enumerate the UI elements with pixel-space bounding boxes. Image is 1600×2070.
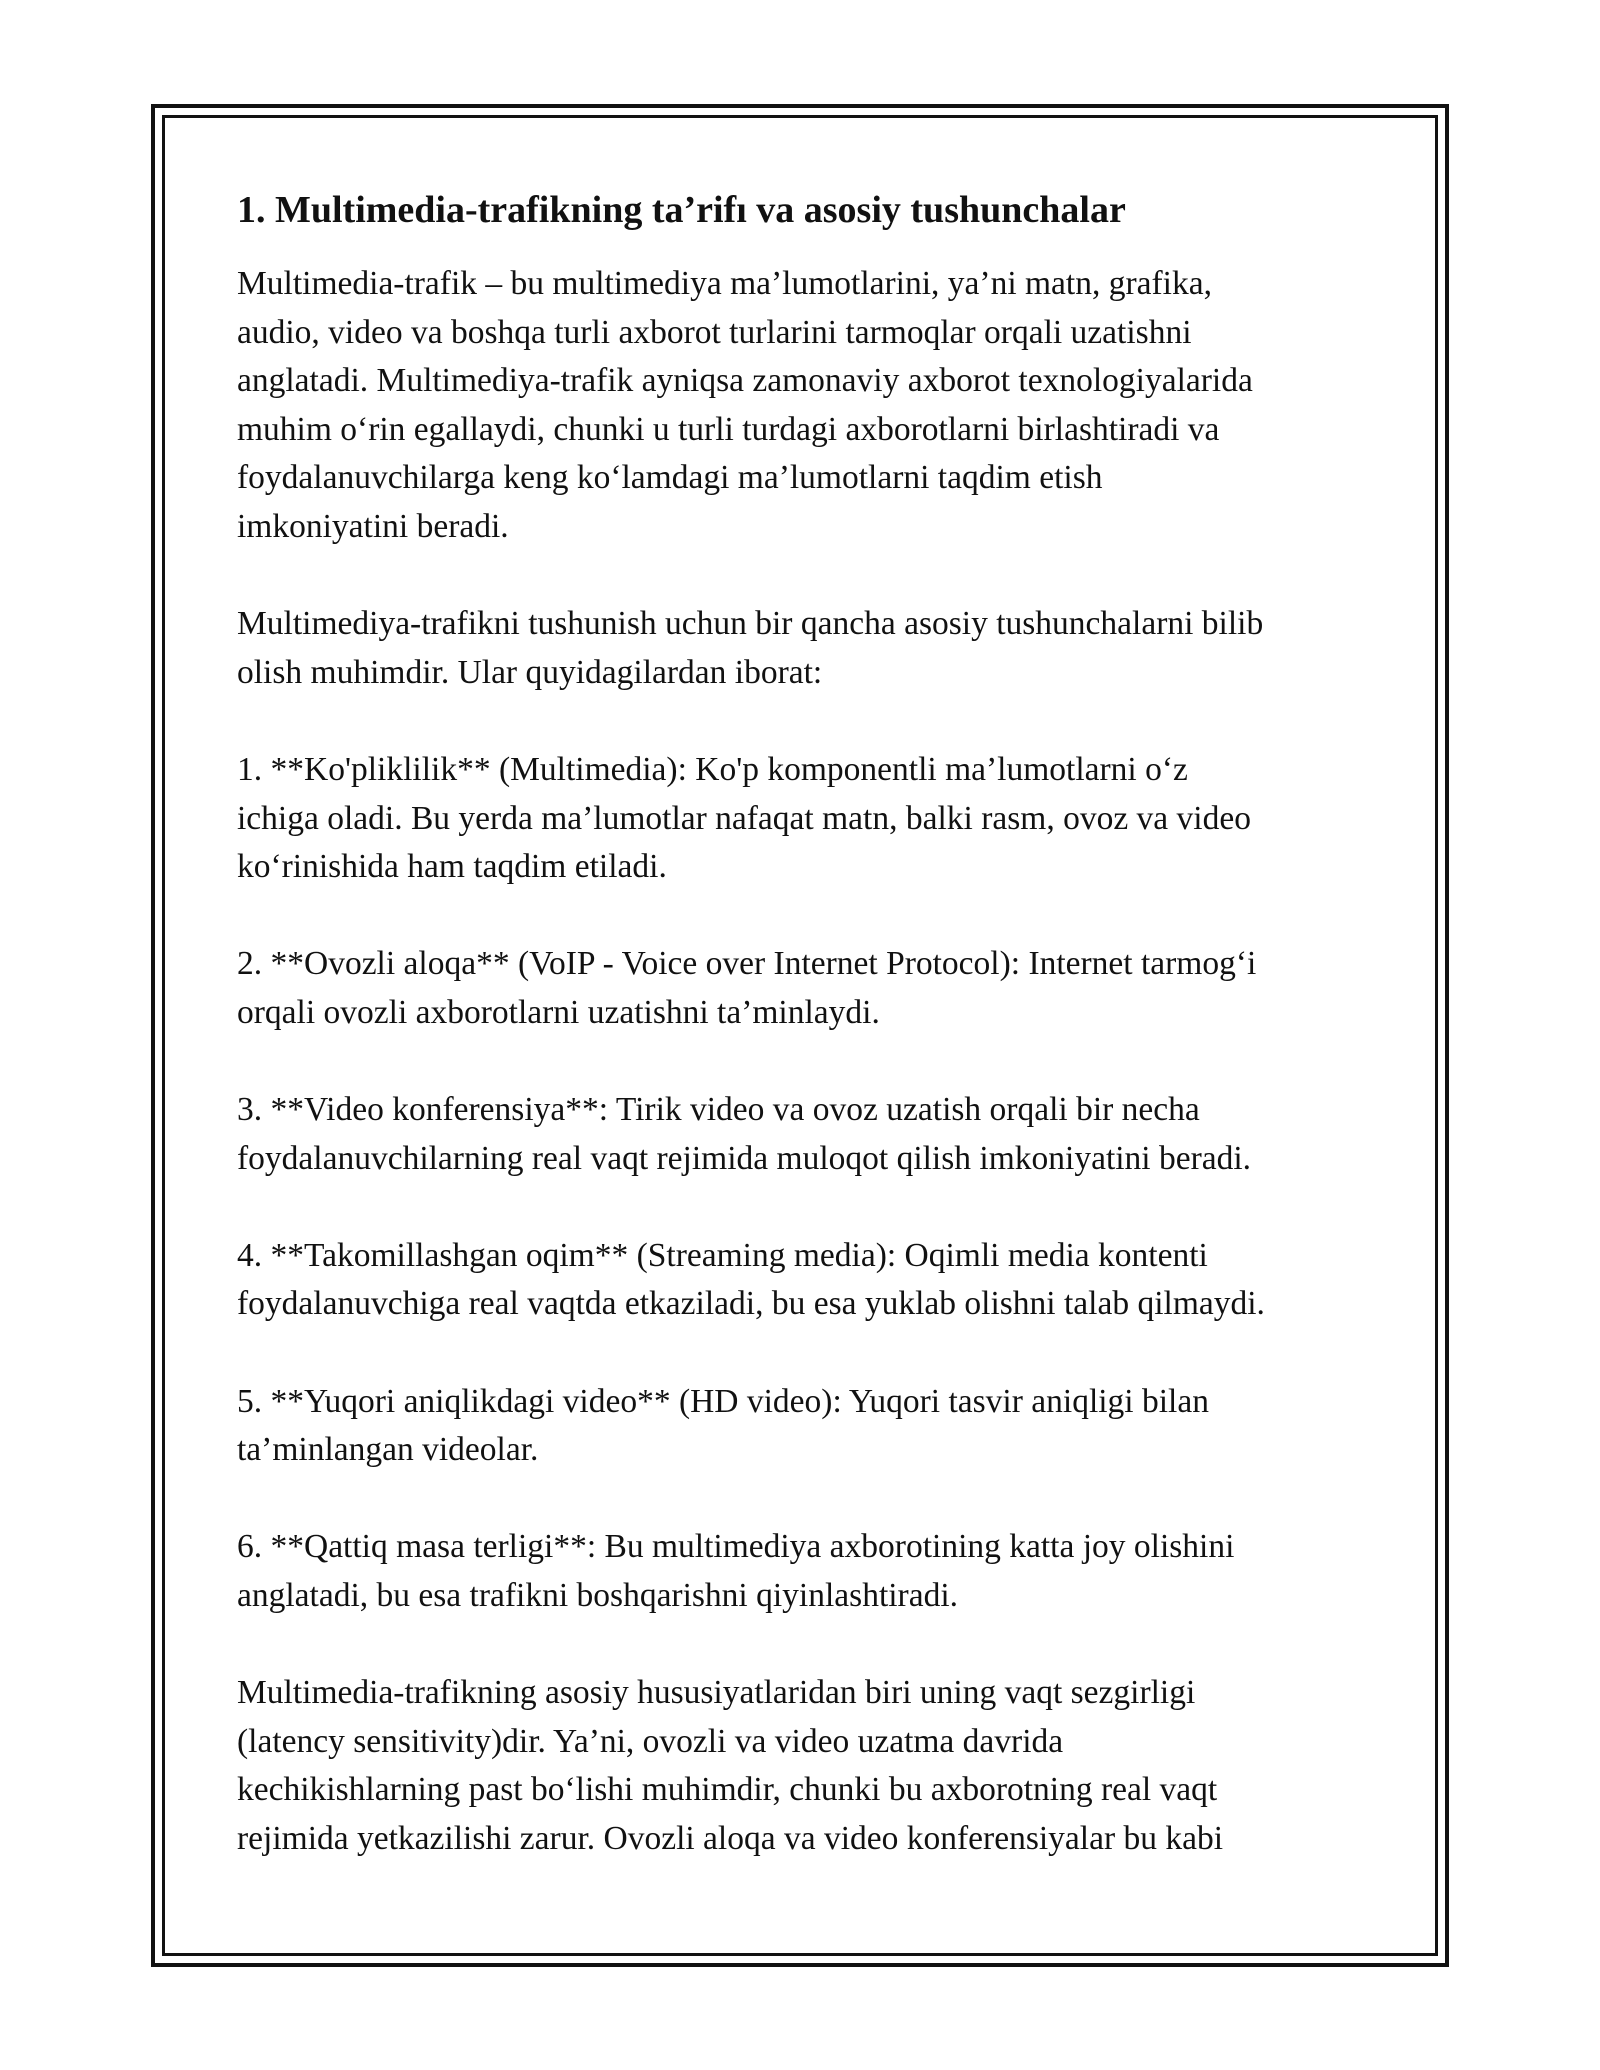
paragraph-definition	[237, 260, 1377, 552]
paragraph-intro-concepts	[237, 600, 1377, 697]
list-item-5	[237, 1378, 1377, 1475]
text-line: ta’minlangan videolar.	[237, 1431, 539, 1469]
document-body	[237, 185, 1377, 1912]
text-line: audio, video va boshqa turli axborot turlarini tarmoqlar orqali uzatishni	[237, 313, 1192, 351]
text-line: 4. **Takomillashgan oqim** (Streaming media): Oqimli media kontenti	[237, 1236, 1208, 1274]
list-item-6	[237, 1523, 1377, 1620]
list-item-2	[237, 940, 1377, 1037]
text-line: imkoniyatini beradi.	[237, 507, 509, 545]
list-item-1	[237, 746, 1377, 892]
text-line: Multimedia-trafikning asosiy hususiyatlaridan biri uning vaqt sezgirligi	[237, 1674, 1196, 1712]
list-item-3	[237, 1086, 1377, 1183]
text-line: 1. **Ko'pliklilik** (Multimedia): Ko'p komponentli ma’lumotlarni o‘z	[237, 750, 1188, 788]
text-line: muhim o‘rin egallaydi, chunki u turli turdagi axborotlarni birlashtiradi va	[237, 410, 1220, 448]
text-line: ko‘rinishida ham taqdim etiladi.	[237, 848, 667, 886]
text-line: foydalanuvchiga real vaqtda etkaziladi, bu esa yuklab olishni talab qilmaydi.	[237, 1285, 1265, 1323]
text-line: olish muhimdir. Ular quyidagilardan iborat:	[237, 653, 823, 691]
list-item-4	[237, 1232, 1377, 1329]
text-line: kechikishlarning past bo‘lishi muhimdir, chunki bu axborotning real vaqt	[237, 1771, 1218, 1809]
section-heading: 1. Multimedia-trafikning ta’rifı va asosiy tushunchalar	[237, 189, 1126, 231]
text-line: Multimediya-trafikni tushunish uchun bir qancha asosiy tushunchalarni bilib	[237, 605, 1264, 643]
text-line: anglatadi. Multimediya-trafik ayniqsa zamonaviy axborot texnologiyalarida	[237, 362, 1253, 400]
text-line: orqali ovozli axborotlarni uzatishni ta’minlaydi.	[237, 993, 880, 1031]
text-line: rejimida yetkazilishi zarur. Ovozli aloqa va video konferensiyalar bu kabi	[237, 1820, 1224, 1857]
text-line: 5. **Yuqori aniqlikdagi video** (HD video): Yuqori tasvir aniqligi bilan	[237, 1382, 1209, 1420]
paragraph-latency	[237, 1669, 1377, 1863]
text-line: 3. **Video konferensiya**: Tirik video va ovoz uzatish orqali bir necha	[237, 1091, 1200, 1129]
text-line: ichiga oladi. Bu yerda ma’lumotlar nafaqat matn, balki rasm, ovoz va video	[237, 799, 1251, 837]
text-line: 6. **Qattiq masa terligi**: Bu multimediya axborotining katta joy olishini	[237, 1528, 1235, 1566]
text-line: foydalanuvchilarning real vaqt rejimida muloqot qilish imkoniyatini beradi.	[237, 1139, 1252, 1177]
text-line: (latency sensitivity)dir. Ya’ni, ovozli va video uzatma davrida	[237, 1722, 1064, 1760]
text-line: foydalanuvchilarga keng ko‘lamdagi ma’lumotlarni taqdim etish	[237, 459, 1103, 497]
text-line: 2. **Ovozli aloqa** (VoIP - Voice over Internet Protocol): Internet tarmog‘i	[237, 945, 1257, 983]
text-line: Multimedia-trafik – bu multimediya ma’lumotlarini, ya’ni matn, grafika,	[237, 265, 1212, 302]
text-line: anglatadi, bu esa trafikni boshqarishni qiyinlashtiradi.	[237, 1577, 959, 1615]
